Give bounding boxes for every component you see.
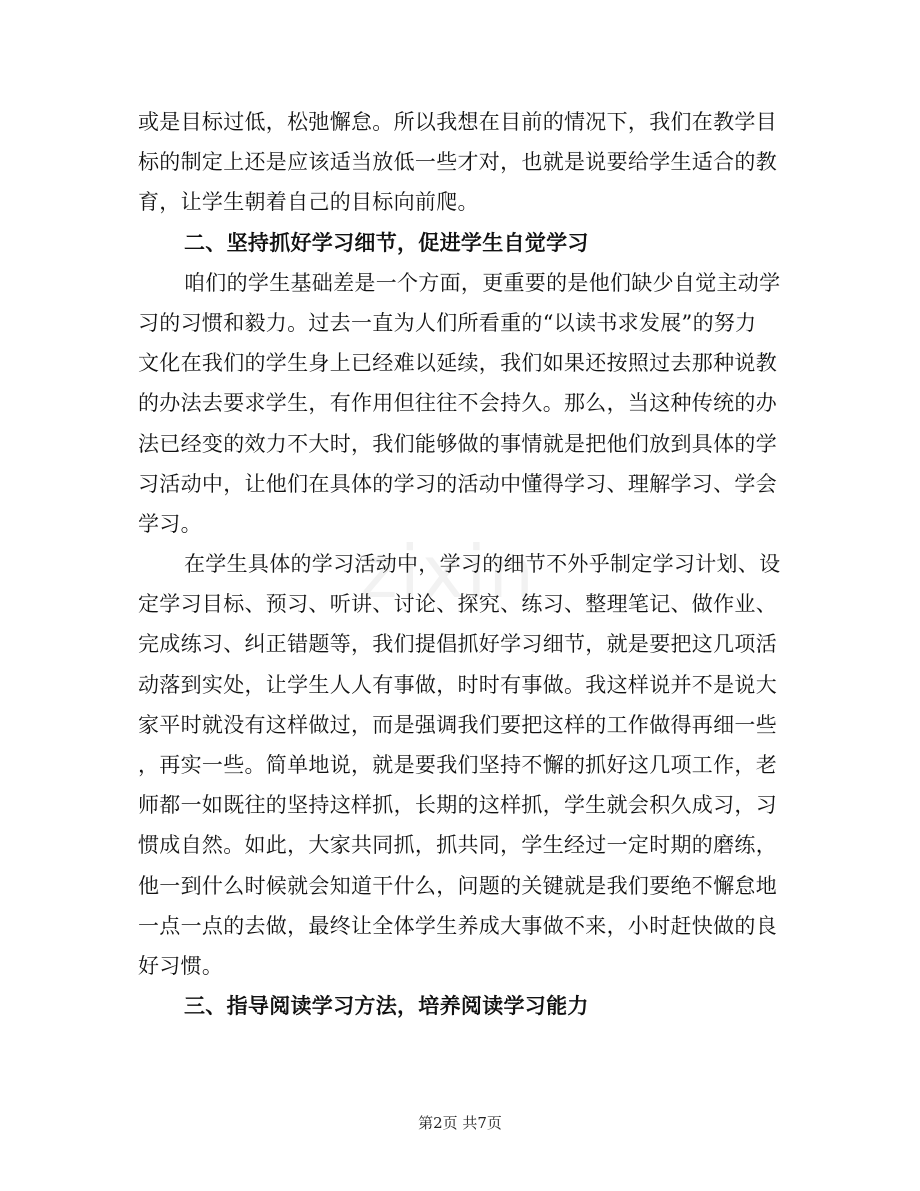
text-line: 或是目标过低，松弛懈怠。所以我想在目前的情况下，我们在教学目 — [138, 110, 777, 134]
text-line: 的办法去要求学生，有作用但往往不会持久。那么，当这种传统的办 — [138, 391, 777, 416]
text-line: 一点一点的去做，最终让全体学生养成大事做不来，小时赶快做的良 — [138, 913, 777, 938]
text-line: 惯成自然。如此，大家共同抓，抓共同，学生经过一定时期的磨练， — [138, 833, 777, 858]
text-line: 家平时就没有这样做过，而是强调我们要把这样的工作做得再细一些 — [138, 712, 777, 737]
text-line: 在学生具体的学习活动中，学习的细节不外乎制定学习计划、设 — [184, 552, 781, 577]
text-line: 习的习惯和毅力。过去一直为人们所看重的“以读书求发展”的努力 — [138, 310, 757, 335]
text-line: 好习惯。 — [138, 953, 224, 978]
text-line: 他一到什么时候就会知道干什么，问题的关键就是我们要绝不懈怠地 — [138, 873, 777, 898]
text-line: 学习。 — [138, 511, 202, 536]
text-line: 育，让学生朝着自己的目标向前爬。 — [138, 190, 479, 215]
text-line: ，再实一些。简单地说，就是要我们坚持不懈的抓好这几项工作，老 — [138, 753, 777, 777]
text-line: 咱们的学生基础差是一个方面，更重要的是他们缺少自觉主动学 — [184, 270, 781, 295]
watermark-logo: zixin — [360, 530, 537, 614]
text-line: 动落到实处，让学生人人有事做，时时有事做。我这样说并不是说大 — [138, 672, 777, 697]
text-line: 完成练习、纠正错题等，我们提倡抓好学习细节，就是要把这几项活 — [138, 632, 777, 657]
text-line: 文化在我们的学生身上已经难以延续，我们如果还按照过去那种说教 — [138, 351, 777, 376]
text-line: 标的制定上还是应该适当放低一些才对，也就是说要给学生适合的教 — [138, 150, 777, 175]
page-footer: 第2页 共7页 — [418, 1114, 502, 1132]
body-text — [138, 102, 782, 1026]
section-heading-3: 三、指导阅读学习方法，培养阅读学习能力 — [184, 993, 589, 1019]
text-line: 习活动中，让他们在具体的学习的活动中懂得学习、理解学习、学会 — [138, 471, 777, 496]
text-line: 法已经变的效力不大时，我们能够做的事情就是把他们放到具体的学 — [138, 431, 777, 456]
text-line: 定学习目标、预习、听讲、讨论、探究、练习、整理笔记、做作业、 — [138, 592, 777, 617]
section-heading-2: 二、坚持抓好学习细节，促进学生自觉学习 — [184, 229, 589, 255]
text-line: 师都一如既往的坚持这样抓，长期的这样抓，学生就会积久成习，习 — [138, 793, 777, 818]
